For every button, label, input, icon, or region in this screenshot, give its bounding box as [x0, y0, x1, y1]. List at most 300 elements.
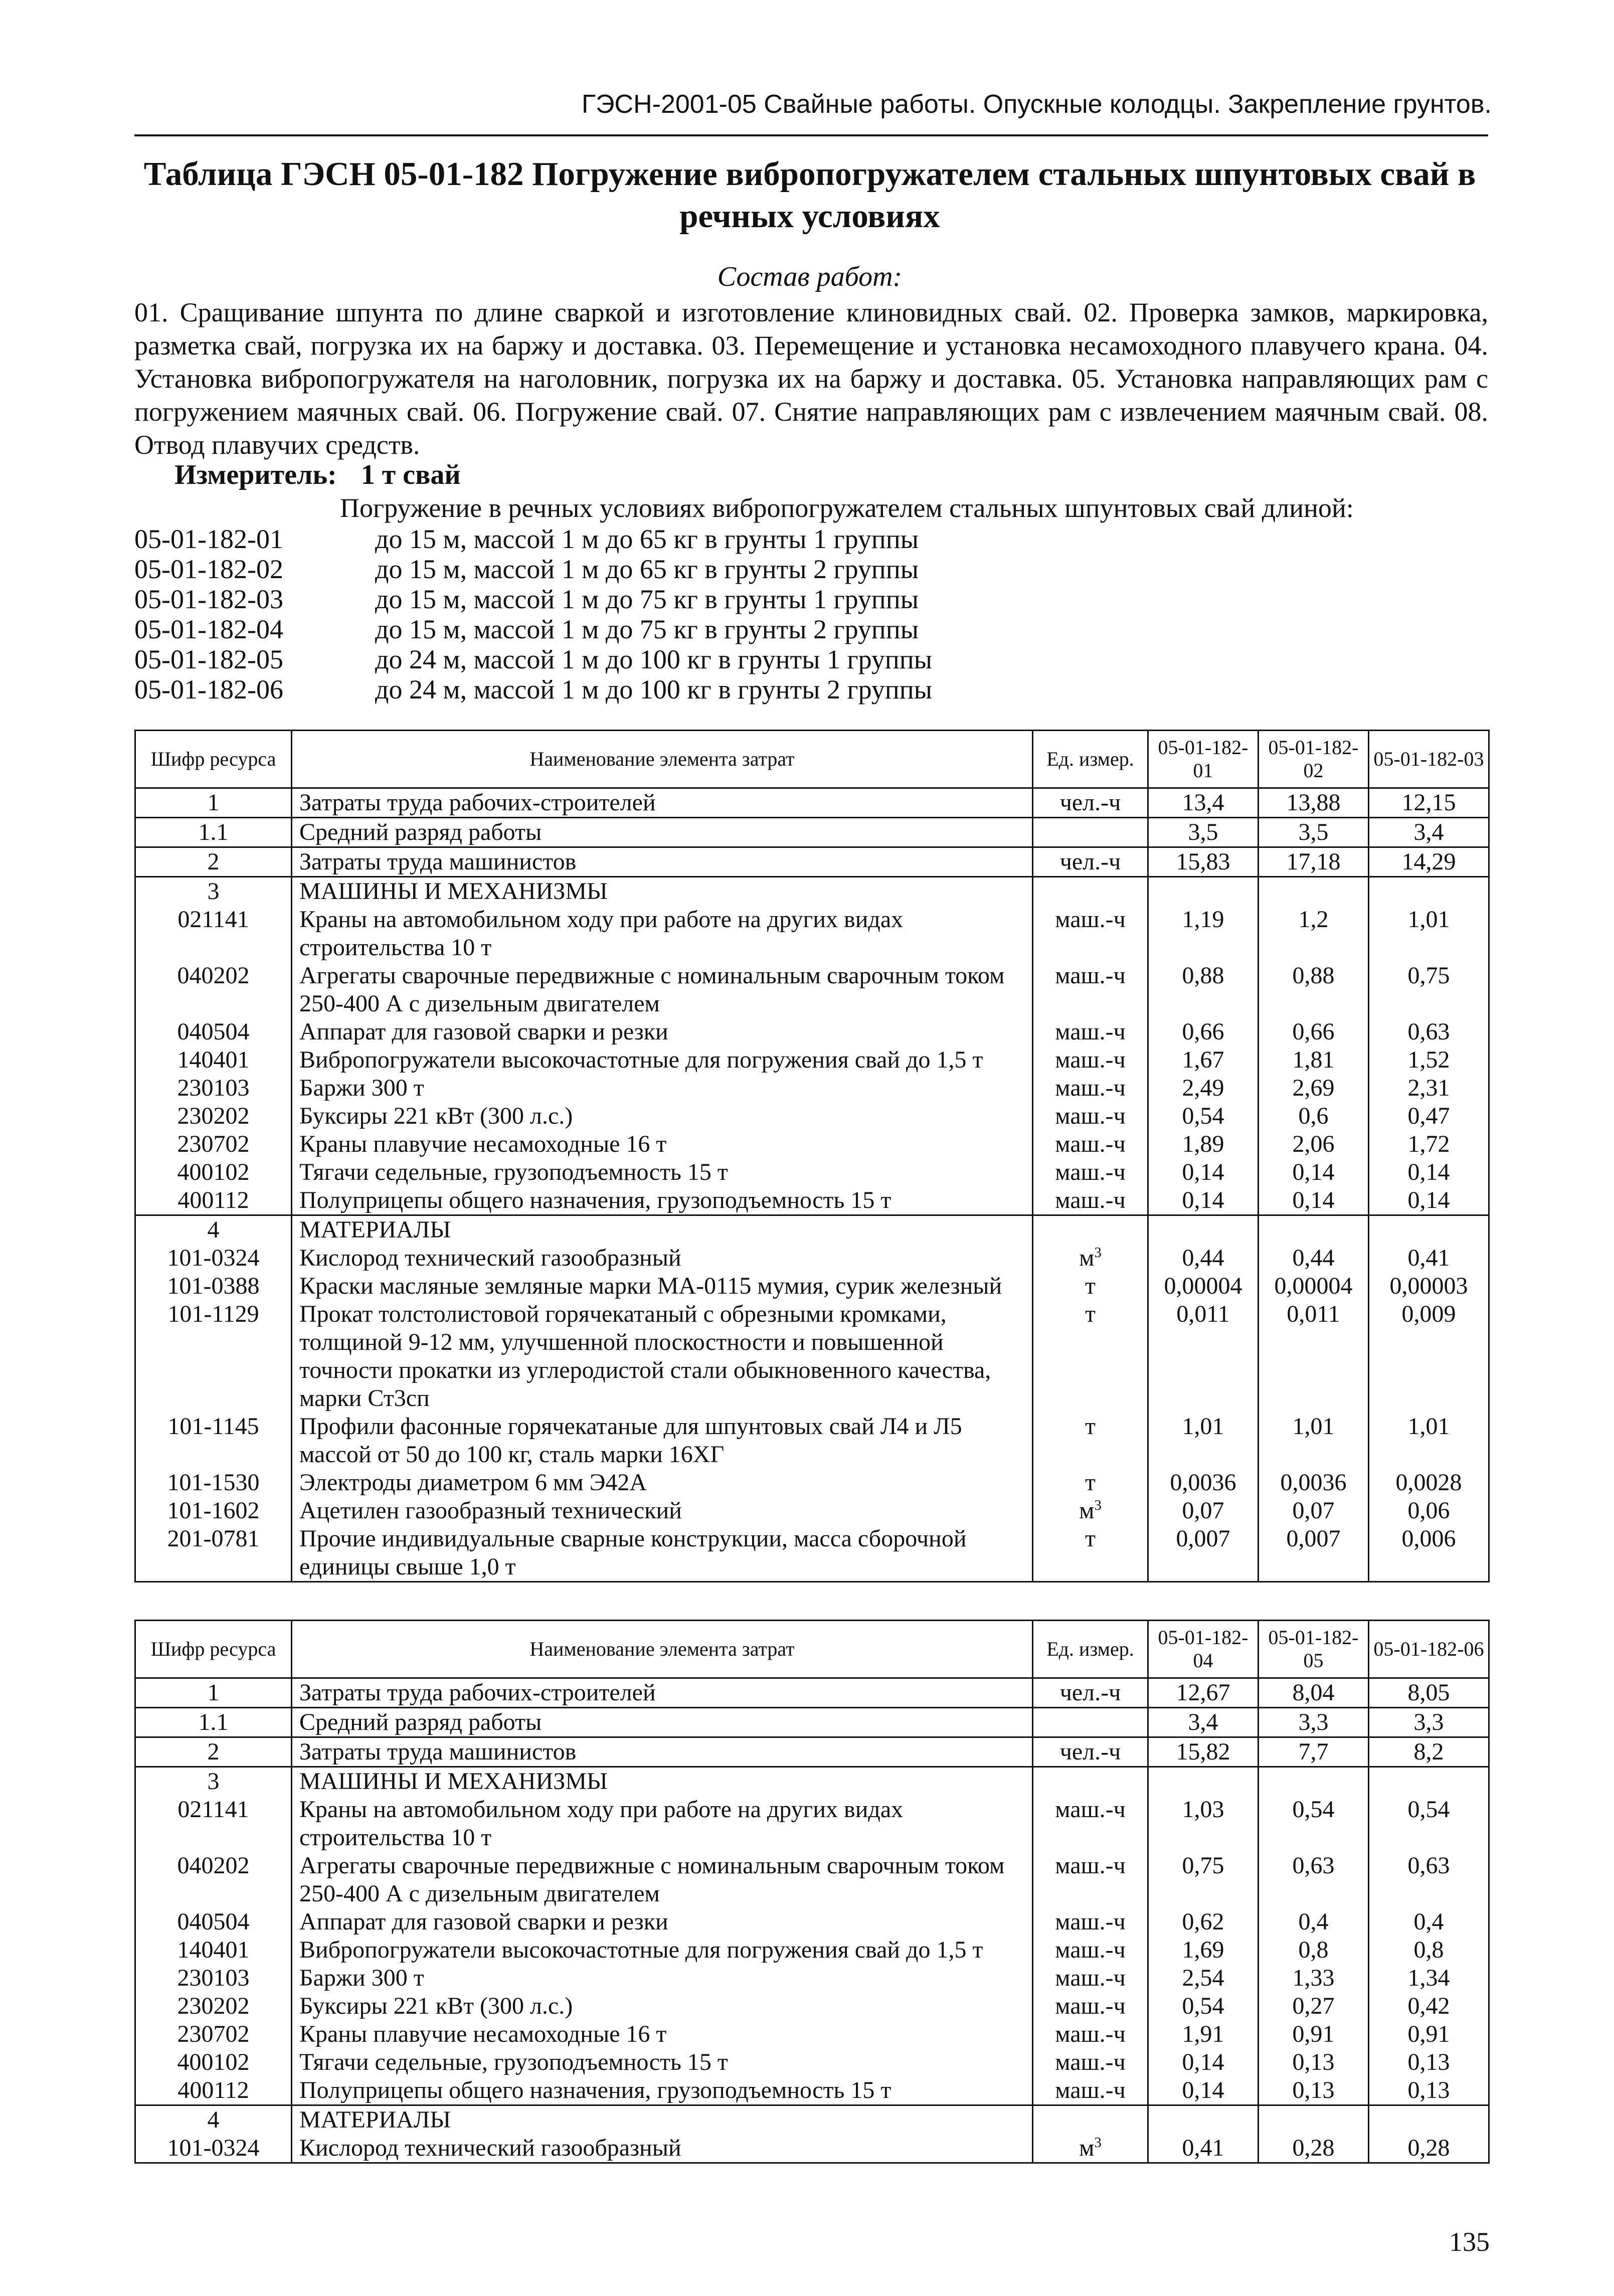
- unit-cell: [1033, 2020, 1148, 2048]
- resource-code: 201-0781: [135, 1525, 292, 1582]
- variant-row: [134, 644, 1488, 674]
- value-cell: 1,01: [1148, 1412, 1259, 1469]
- value-cell: 0,8: [1369, 1936, 1489, 1964]
- value-cell: 8,05: [1369, 1678, 1489, 1708]
- value-cell: 0,28: [1259, 2134, 1369, 2163]
- resource-name: Прокат толстолистовой горячекатаный с обрезными кромками, толщиной 9-12 мм, улучшенной плоскостности и повышенной точности прокатки из углеродистой стали обыкновенного качества, марки Ст3сп: [292, 1300, 1033, 1412]
- header-code: Шифр ресурса: [135, 1621, 292, 1678]
- resource-code: 230702: [135, 1130, 292, 1158]
- resource-code: 101-1530: [135, 1469, 292, 1497]
- title-line-2: речных условиях: [679, 198, 940, 235]
- unit-cell: [1033, 1908, 1148, 1936]
- variant-code: 05-01-182-01: [134, 524, 283, 554]
- table-row: [135, 1708, 1489, 1737]
- work-composition-heading: Состав работ:: [717, 261, 903, 292]
- value-cell: 8,04: [1259, 1678, 1369, 1708]
- resource-code: 101-0324: [135, 1244, 292, 1272]
- value-cell: 3,3: [1369, 1708, 1489, 1737]
- value-cell: 1,34: [1369, 1964, 1489, 1992]
- value-cell: [1148, 2105, 1259, 2135]
- value-cell: 3,4: [1369, 818, 1489, 847]
- value-cell: 1,01: [1369, 1412, 1489, 1469]
- unit-cell: [1033, 1678, 1148, 1708]
- variant-row: [134, 554, 1488, 584]
- resource-name: Агрегаты сварочные передвижные с номинальным сварочным током 250-400 А с дизельным двигателем: [292, 962, 1033, 1018]
- unit-text: т: [1085, 1273, 1096, 1299]
- value-cell: 12,67: [1148, 1678, 1259, 1708]
- resource-code: 4: [135, 2105, 292, 2135]
- unit-cell: [1033, 2076, 1148, 2105]
- unit-cell: [1033, 1992, 1148, 2020]
- table-row: [135, 2048, 1489, 2076]
- resource-name: Вибропогружатели высокочастотные для погружения свай до 1,5 т: [292, 1046, 1033, 1074]
- resource-name: Полуприцепы общего назначения, грузоподъемность 15 т: [292, 2076, 1033, 2105]
- value-cell: 1,81: [1259, 1046, 1369, 1074]
- value-cell: 1,69: [1148, 1936, 1259, 1964]
- value-cell: [1259, 877, 1369, 906]
- table-row: [135, 1469, 1489, 1497]
- table-row: [135, 1074, 1489, 1102]
- unit-cell: [1033, 818, 1148, 847]
- measure-label: Измеритель:: [174, 459, 337, 490]
- unit-cell: [1033, 1158, 1148, 1186]
- unit-cell: [1033, 1102, 1148, 1130]
- resource-name: Краски масляные земляные марки МА-0115 мумия, сурик железный: [292, 1272, 1033, 1300]
- unit-text: маш.-ч: [1055, 1965, 1126, 1991]
- value-cell: 0,88: [1148, 962, 1259, 1018]
- variant-row: [134, 674, 1488, 704]
- resource-code: 040504: [135, 1018, 292, 1046]
- unit-text: маш.-ч: [1055, 1131, 1126, 1157]
- value-cell: 0,75: [1148, 1852, 1259, 1908]
- value-cell: 0,91: [1369, 2020, 1489, 2048]
- value-cell: 0,75: [1369, 962, 1489, 1018]
- unit-text: т: [1085, 1469, 1096, 1496]
- resource-code: 040202: [135, 962, 292, 1018]
- value-cell: 0,007: [1259, 1525, 1369, 1582]
- resource-name: Электроды диаметром 6 мм Э42А: [292, 1469, 1033, 1497]
- section-row: [135, 2105, 1489, 2135]
- value-cell: 0,4: [1259, 1908, 1369, 1936]
- unit-text: чел.-ч: [1059, 848, 1121, 875]
- value-cell: 8,2: [1369, 1737, 1489, 1767]
- header-code: Шифр ресурса: [135, 731, 292, 788]
- section-title: МАШИНЫ И МЕХАНИЗМЫ: [292, 1767, 1033, 1796]
- value-cell: [1259, 2105, 1369, 2135]
- resource-code: 040202: [135, 1852, 292, 1908]
- unit-text: м: [1079, 1497, 1095, 1524]
- value-cell: 1,03: [1148, 1796, 1259, 1852]
- resource-name: Тягачи седельные, грузоподъемность 15 т: [292, 2048, 1033, 2076]
- value-cell: 15,82: [1148, 1737, 1259, 1767]
- unit-cell: [1033, 1796, 1148, 1852]
- table-row: [135, 1737, 1489, 1767]
- header-col-1: 05-01-182-01: [1148, 731, 1259, 788]
- value-cell: 0,0028: [1369, 1469, 1489, 1497]
- unit-exponent: 3: [1094, 1497, 1102, 1513]
- resource-name: Вибропогружатели высокочастотные для погружения свай до 1,5 т: [292, 1936, 1033, 1964]
- value-cell: 0,14: [1259, 1158, 1369, 1186]
- resource-name: Кислород технический газообразный: [292, 2134, 1033, 2163]
- resource-name: Профили фасонные горячекатаные для шпунтовых свай Л4 и Л5 массой от 50 до 100 кг, сталь марки 16ХГ: [292, 1412, 1033, 1469]
- unit-exponent: 3: [1094, 2135, 1102, 2151]
- value-cell: 0,88: [1259, 962, 1369, 1018]
- unit-cell: [1033, 2048, 1148, 2076]
- value-cell: 0,47: [1369, 1102, 1489, 1130]
- resource-code: 140401: [135, 1046, 292, 1074]
- resource-code: 101-0324: [135, 2134, 292, 2163]
- resource-table-2: [134, 1620, 1490, 2164]
- unit-cell: [1033, 2105, 1148, 2135]
- value-cell: 0,14: [1369, 1158, 1489, 1186]
- value-cell: 0,14: [1148, 2048, 1259, 2076]
- table-row: [135, 1796, 1489, 1852]
- resource-name: Затраты труда рабочих-строителей: [292, 1678, 1033, 1708]
- resource-name: Затраты труда машинистов: [292, 1737, 1033, 1767]
- header-unit: Ед. измер.: [1033, 1621, 1148, 1678]
- unit-cell: [1033, 2134, 1148, 2163]
- variant-code: 05-01-182-02: [134, 554, 283, 584]
- table-row: [135, 1412, 1489, 1469]
- header-col-2: 05-01-182-02: [1259, 731, 1369, 788]
- value-cell: [1369, 1215, 1489, 1245]
- unit-text: маш.-ч: [1055, 962, 1126, 989]
- section-row: [135, 1215, 1489, 1245]
- value-cell: 0,91: [1259, 2020, 1369, 2048]
- value-cell: [1369, 877, 1489, 906]
- resource-code: 021141: [135, 1796, 292, 1852]
- header-name: Наименование элемента затрат: [292, 1621, 1033, 1678]
- unit-cell: [1033, 1525, 1148, 1582]
- unit-text: маш.-ч: [1055, 1908, 1126, 1935]
- header-col-3: 05-01-182-03: [1369, 731, 1489, 788]
- table-row: [135, 1300, 1489, 1412]
- variant-code: 05-01-182-03: [134, 584, 283, 614]
- unit-cell: [1033, 788, 1148, 818]
- unit-text: маш.-ч: [1055, 2049, 1126, 2075]
- resource-code: 230202: [135, 1102, 292, 1130]
- unit-text: маш.-ч: [1055, 2077, 1126, 2103]
- resource-name: Буксиры 221 кВт (300 л.с.): [292, 1102, 1033, 1130]
- value-cell: [1148, 877, 1259, 906]
- variants-intro: Погружение в речных условиях вибропогружателем стальных шпунтовых свай длиной:: [340, 493, 1354, 523]
- unit-text: маш.-ч: [1055, 1187, 1126, 1213]
- unit-cell: [1033, 1046, 1148, 1074]
- value-cell: 0,63: [1369, 1852, 1489, 1908]
- variant-row: [134, 584, 1488, 614]
- table-row: [135, 847, 1489, 877]
- unit-cell: [1033, 1215, 1148, 1245]
- resource-code: 101-1602: [135, 1497, 292, 1525]
- resource-code: 101-0388: [135, 1272, 292, 1300]
- resource-code: 400112: [135, 2076, 292, 2105]
- unit-cell: [1033, 962, 1148, 1018]
- variant-row: [134, 524, 1488, 554]
- section-title: МАШИНЫ И МЕХАНИЗМЫ: [292, 877, 1033, 906]
- resource-name: Затраты труда машинистов: [292, 847, 1033, 877]
- value-cell: 0,41: [1369, 1244, 1489, 1272]
- value-cell: 1,19: [1148, 906, 1259, 962]
- resource-code: 2: [135, 1737, 292, 1767]
- value-cell: 14,29: [1369, 847, 1489, 877]
- value-cell: 0,07: [1259, 1497, 1369, 1525]
- value-cell: 0,14: [1148, 1186, 1259, 1215]
- unit-text: маш.-ч: [1055, 1018, 1126, 1045]
- unit-cell: [1033, 1244, 1148, 1272]
- table-row: [135, 1272, 1489, 1300]
- unit-text: чел.-ч: [1059, 789, 1121, 816]
- table-row: [135, 1046, 1489, 1074]
- unit-text: чел.-ч: [1059, 1738, 1121, 1765]
- value-cell: 0,0036: [1259, 1469, 1369, 1497]
- value-cell: 0,007: [1148, 1525, 1259, 1582]
- unit-text: маш.-ч: [1055, 1852, 1126, 1879]
- resource-name: Буксиры 221 кВт (300 л.с.): [292, 1992, 1033, 2020]
- header-name: Наименование элемента затрат: [292, 731, 1033, 788]
- unit-cell: [1033, 1497, 1148, 1525]
- value-cell: 2,49: [1148, 1074, 1259, 1102]
- unit-cell: [1033, 1964, 1148, 1992]
- unit-cell: [1033, 1737, 1148, 1767]
- unit-text: т: [1085, 1525, 1096, 1552]
- value-cell: 0,07: [1148, 1497, 1259, 1525]
- resource-code: 4: [135, 1215, 292, 1245]
- value-cell: 1,01: [1259, 1412, 1369, 1469]
- value-cell: 13,88: [1259, 788, 1369, 818]
- variants-list: [134, 524, 1488, 704]
- unit-cell: [1033, 1469, 1148, 1497]
- resource-code: 140401: [135, 1936, 292, 1964]
- page-title: [130, 153, 1489, 237]
- page-number: 135: [1449, 2227, 1490, 2257]
- value-cell: [1259, 1767, 1369, 1796]
- value-cell: 1,01: [1369, 906, 1489, 962]
- value-cell: 0,44: [1259, 1244, 1369, 1272]
- unit-text: м: [1079, 1245, 1095, 1271]
- header-col-4: 05-01-182-04: [1148, 1621, 1259, 1678]
- value-cell: 0,54: [1148, 1992, 1259, 2020]
- value-cell: 0,00004: [1259, 1272, 1369, 1300]
- value-cell: 0,14: [1148, 1158, 1259, 1186]
- unit-text: маш.-ч: [1055, 2021, 1126, 2047]
- resource-table-1: [134, 730, 1490, 1582]
- value-cell: 0,6: [1259, 1102, 1369, 1130]
- variant-description: до 24 м, массой 1 м до 100 кг в грунты 1 группы: [375, 644, 933, 674]
- resource-code: 2: [135, 847, 292, 877]
- value-cell: [1369, 2105, 1489, 2135]
- unit-text: маш.-ч: [1055, 906, 1126, 933]
- value-cell: 0,14: [1148, 2076, 1259, 2105]
- section-title: МАТЕРИАЛЫ: [292, 1215, 1033, 1245]
- unit-text: маш.-ч: [1055, 1936, 1126, 1963]
- value-cell: 0,63: [1259, 1852, 1369, 1908]
- table-row: [135, 1525, 1489, 1582]
- resource-name: Кислород технический газообразный: [292, 1244, 1033, 1272]
- value-cell: 0,8: [1259, 1936, 1369, 1964]
- header-col-5: 05-01-182-05: [1259, 1621, 1369, 1678]
- resource-code: 3: [135, 1767, 292, 1796]
- variant-row: [134, 614, 1488, 644]
- unit-text: маш.-ч: [1055, 1159, 1126, 1185]
- value-cell: 0,41: [1148, 2134, 1259, 2163]
- unit-text: т: [1085, 1413, 1096, 1440]
- measure-value: 1 т свай: [361, 459, 461, 490]
- value-cell: 1,72: [1369, 1130, 1489, 1158]
- value-cell: 0,13: [1369, 2076, 1489, 2105]
- resource-code: 400102: [135, 2048, 292, 2076]
- unit-cell: [1033, 1018, 1148, 1046]
- variant-description: до 15 м, массой 1 м до 65 кг в грунты 2 группы: [375, 554, 919, 584]
- value-cell: 12,15: [1369, 788, 1489, 818]
- resource-name: Краны на автомобильном ходу при работе на других видах строительства 10 т: [292, 1796, 1033, 1852]
- variant-description: до 15 м, массой 1 м до 75 кг в грунты 2 группы: [375, 614, 919, 644]
- measure-line: [174, 459, 461, 491]
- resource-name: Баржи 300 т: [292, 1074, 1033, 1102]
- resource-name: Краны плавучие несамоходные 16 т: [292, 1130, 1033, 1158]
- value-cell: 1,33: [1259, 1964, 1369, 1992]
- value-cell: 2,54: [1148, 1964, 1259, 1992]
- value-cell: 7,7: [1259, 1737, 1369, 1767]
- table-row: [135, 1018, 1489, 1046]
- table-row: [135, 1964, 1489, 1992]
- resource-code: 3: [135, 877, 292, 906]
- variant-description: до 15 м, массой 1 м до 75 кг в грунты 1 группы: [375, 584, 919, 614]
- unit-text: маш.-ч: [1055, 1075, 1126, 1101]
- value-cell: 2,06: [1259, 1130, 1369, 1158]
- value-cell: 1,89: [1148, 1130, 1259, 1158]
- section-title: МАТЕРИАЛЫ: [292, 2105, 1033, 2135]
- unit-cell: [1033, 1272, 1148, 1300]
- resource-code: 400102: [135, 1158, 292, 1186]
- unit-text: маш.-ч: [1055, 1796, 1126, 1823]
- table-row: [135, 1678, 1489, 1708]
- value-cell: 0,009: [1369, 1300, 1489, 1412]
- resource-code: 101-1129: [135, 1300, 292, 1412]
- value-cell: 13,4: [1148, 788, 1259, 818]
- value-cell: [1148, 1767, 1259, 1796]
- resource-name: Краны плавучие несамоходные 16 т: [292, 2020, 1033, 2048]
- resource-code: 040504: [135, 1908, 292, 1936]
- value-cell: 0,42: [1369, 1992, 1489, 2020]
- value-cell: 1,2: [1259, 906, 1369, 962]
- table-row: [135, 818, 1489, 847]
- value-cell: 0,66: [1148, 1018, 1259, 1046]
- resource-code: 101-1145: [135, 1412, 292, 1469]
- unit-cell: [1033, 1852, 1148, 1908]
- resource-name: Краны на автомобильном ходу при работе на других видах строительства 10 т: [292, 906, 1033, 962]
- value-cell: [1259, 1215, 1369, 1245]
- resource-name: Полуприцепы общего назначения, грузоподъемность 15 т: [292, 1186, 1033, 1215]
- unit-cell: [1033, 877, 1148, 906]
- table-row: [135, 788, 1489, 818]
- header-col-6: 05-01-182-06: [1369, 1621, 1489, 1678]
- unit-cell: [1033, 1186, 1148, 1215]
- unit-cell: [1033, 1130, 1148, 1158]
- unit-exponent: 3: [1094, 1245, 1102, 1261]
- value-cell: 0,13: [1369, 2048, 1489, 2076]
- resource-code: 1.1: [135, 818, 292, 847]
- section-row: [135, 877, 1489, 906]
- unit-cell: [1033, 847, 1148, 877]
- table-row: [135, 1852, 1489, 1908]
- value-cell: 1,67: [1148, 1046, 1259, 1074]
- value-cell: 0,66: [1259, 1018, 1369, 1046]
- table-row: [135, 1992, 1489, 2020]
- running-header: ГЭСН-2001-05 Свайные работы. Опускные колодцы. Закрепление грунтов.: [582, 90, 1492, 119]
- header-unit: Ед. измер.: [1033, 731, 1148, 788]
- table-row: [135, 2020, 1489, 2048]
- resource-name: Средний разряд работы: [292, 1708, 1033, 1737]
- table-row: [135, 1497, 1489, 1525]
- unit-cell: [1033, 1412, 1148, 1469]
- resource-name: Баржи 300 т: [292, 1964, 1033, 1992]
- value-cell: 0,14: [1259, 1186, 1369, 1215]
- value-cell: 0,06: [1369, 1497, 1489, 1525]
- value-cell: 1,52: [1369, 1046, 1489, 1074]
- resource-code: 230202: [135, 1992, 292, 2020]
- value-cell: 1,91: [1148, 2020, 1259, 2048]
- resource-code: 230702: [135, 2020, 292, 2048]
- unit-cell: [1033, 1300, 1148, 1412]
- table-row: [135, 1158, 1489, 1186]
- value-cell: 0,0036: [1148, 1469, 1259, 1497]
- resource-name: Затраты труда рабочих-строителей: [292, 788, 1033, 818]
- resource-code: 230103: [135, 1074, 292, 1102]
- resource-code: 021141: [135, 906, 292, 962]
- value-cell: 0,006: [1369, 1525, 1489, 1582]
- value-cell: 0,011: [1259, 1300, 1369, 1412]
- value-cell: 3,3: [1259, 1708, 1369, 1737]
- table-row: [135, 1130, 1489, 1158]
- table-row: [135, 2134, 1489, 2163]
- value-cell: 0,44: [1148, 1244, 1259, 1272]
- resource-name: Средний разряд работы: [292, 818, 1033, 847]
- resource-name: Прочие индивидуальные сварные конструкции, масса сборочной единицы свыше 1,0 т: [292, 1525, 1033, 1582]
- unit-cell: [1033, 1767, 1148, 1796]
- resource-code: 400112: [135, 1186, 292, 1215]
- value-cell: 0,54: [1259, 1796, 1369, 1852]
- table-row: [135, 906, 1489, 962]
- table-row: [135, 1102, 1489, 1130]
- unit-cell: [1033, 906, 1148, 962]
- value-cell: 3,5: [1148, 818, 1259, 847]
- table-row: [135, 1244, 1489, 1272]
- unit-cell: [1033, 1708, 1148, 1737]
- value-cell: 0,4: [1369, 1908, 1489, 1936]
- table-row: [135, 2076, 1489, 2105]
- resource-code: 1: [135, 788, 292, 818]
- unit-text: маш.-ч: [1055, 1993, 1126, 2019]
- value-cell: 2,31: [1369, 1074, 1489, 1102]
- unit-text: чел.-ч: [1059, 1679, 1121, 1706]
- value-cell: 0,011: [1148, 1300, 1259, 1412]
- value-cell: 0,28: [1369, 2134, 1489, 2163]
- table-row: [135, 1186, 1489, 1215]
- variant-code: 05-01-182-05: [134, 644, 283, 674]
- value-cell: 15,83: [1148, 847, 1259, 877]
- value-cell: 3,4: [1148, 1708, 1259, 1737]
- value-cell: 0,13: [1259, 2048, 1369, 2076]
- table-row: [135, 1908, 1489, 1936]
- value-cell: 2,69: [1259, 1074, 1369, 1102]
- value-cell: [1148, 1215, 1259, 1245]
- value-cell: 0,00003: [1369, 1272, 1489, 1300]
- value-cell: 0,62: [1148, 1908, 1259, 1936]
- resource-name: Тягачи седельные, грузоподъемность 15 т: [292, 1158, 1033, 1186]
- section-row: [135, 1767, 1489, 1796]
- resource-name: Ацетилен газообразный технический: [292, 1497, 1033, 1525]
- work-composition-text: 01. Сращивание шпунта по длине сваркой и изготовление клиновидных свай. 02. Проверка замков, маркировка, разметка свай, погрузка их на баржу и доставка. 03. Перемещение и установка несамоходного плавучего крана. 04. Установка вибропогружателя на наголовник, погрузка их на баржу и доставка. 05. Установка направляющих рам с погружением маячных свай. 06. Погружение свай. 07. Снятие направляющих рам с извлечением маячным свай. 08. Отвод плавучих средств.: [134, 297, 1488, 460]
